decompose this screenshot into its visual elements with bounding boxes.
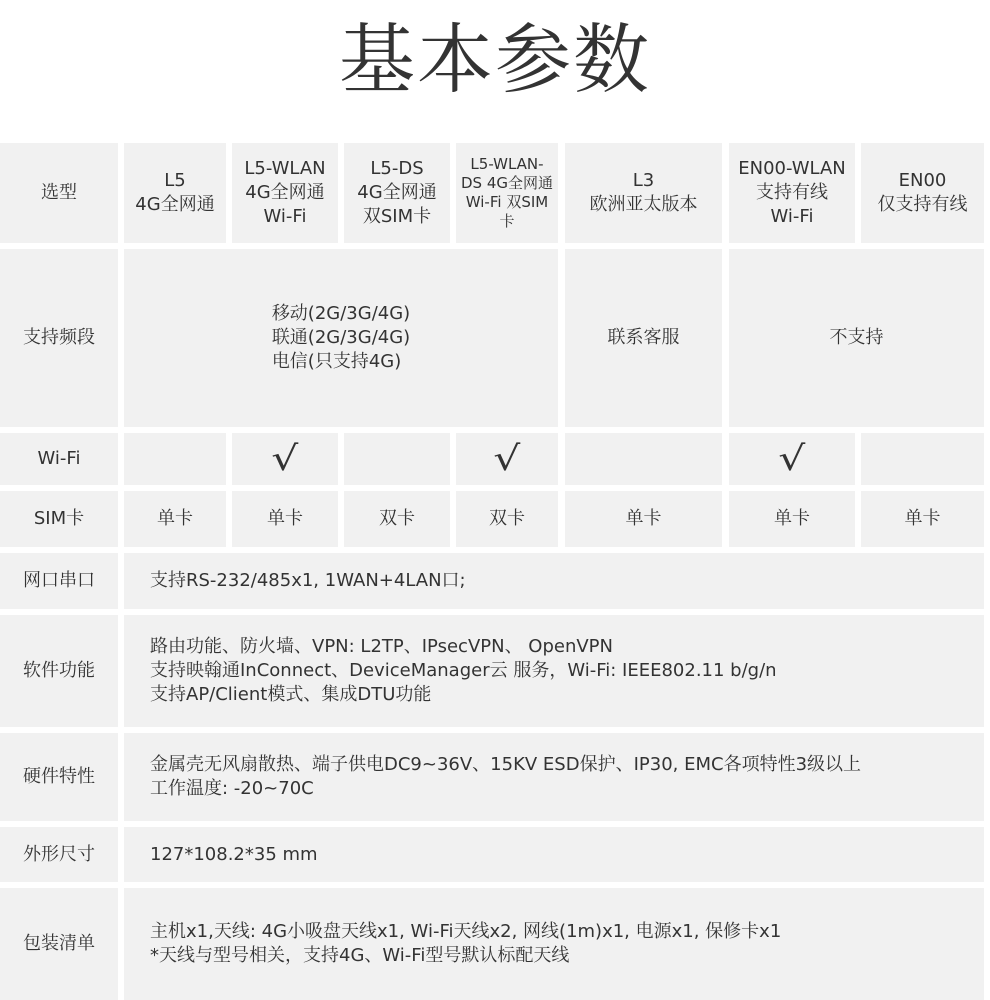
row-label-software: 软件功能 (0, 615, 118, 727)
column-header-l5-ds: L5-DS 4G全网通 双SIM卡 (344, 143, 450, 243)
row-label-hardware: 硬件特性 (0, 733, 118, 821)
wifi-l5-ds (344, 433, 450, 485)
column-header-en00: EN00 仅支持有线 (861, 143, 984, 243)
row-label-ports: 网口串口 (0, 553, 118, 609)
sim-l3: 单卡 (565, 491, 722, 547)
check-mark-icon: √ (271, 439, 299, 479)
band-cellular: 移动(2G/3G/4G) 联通(2G/3G/4G) 电信(只支持4G) (124, 249, 558, 427)
sim-l5-ds: 双卡 (344, 491, 450, 547)
row-label-sim: SIM卡 (0, 491, 118, 547)
package-value: 主机x1,天线: 4G小吸盘天线x1, Wi-Fi天线x2, 网线(1m)x1, 电源x1, 保修卡x1 *天线与型号相关，支持4G、Wi-Fi型号默认标配天线 (124, 888, 984, 1000)
ports-value: 支持RS-232/485x1, 1WAN+4LAN口; (124, 553, 984, 609)
wifi-en00 (861, 433, 984, 485)
sim-l5: 单卡 (124, 491, 226, 547)
wifi-l3 (565, 433, 722, 485)
column-header-l5-wlan-ds: L5-WLAN- DS 4G全网通 Wi-Fi 双SIM 卡 (456, 143, 558, 243)
check-mark-icon: √ (493, 439, 521, 479)
sim-l5-wlan: 单卡 (232, 491, 338, 547)
column-header-l5: L5 4G全网通 (124, 143, 226, 243)
band-en00: 不支持 (729, 249, 984, 427)
row-label-model: 选型 (0, 143, 118, 243)
software-value: 路由功能、防火墙、VPN: L2TP、IPsecVPN、 OpenVPN 支持映翰通InConnect、DeviceManager云 服务，Wi-Fi: IEEE802.11 b/g/n 支持AP/Client模式、集成DTU功能 (124, 615, 984, 727)
sim-l5-wlan-ds: 双卡 (456, 491, 558, 547)
size-value: 127*108.2*35 mm (124, 827, 984, 882)
check-mark-icon: √ (778, 439, 806, 479)
row-label-size: 外形尺寸 (0, 827, 118, 882)
column-header-l5-wlan: L5-WLAN 4G全网通 Wi-Fi (232, 143, 338, 243)
wifi-en00-wlan (729, 433, 855, 485)
column-header-l3: L3 欧洲亚太版本 (565, 143, 722, 243)
sim-en00-wlan: 单卡 (729, 491, 855, 547)
sim-en00: 单卡 (861, 491, 984, 547)
wifi-l5-wlan-ds (456, 433, 558, 485)
row-label-band: 支持频段 (0, 249, 118, 427)
page-title: 基本参数 (339, 15, 651, 104)
wifi-l5 (124, 433, 226, 485)
row-label-package: 包装清单 (0, 888, 118, 1000)
row-label-wifi: Wi-Fi (0, 433, 118, 485)
column-header-en00-wlan: EN00-WLAN 支持有线 Wi-Fi (729, 143, 855, 243)
hardware-value: 金属壳无风扇散热、端子供电DC9~36V、15KV ESD保护、IP30, EMC各项特性3级以上 工作温度: -20~70C (124, 733, 984, 821)
band-l3: 联系客服 (565, 249, 722, 427)
wifi-l5-wlan (232, 433, 338, 485)
